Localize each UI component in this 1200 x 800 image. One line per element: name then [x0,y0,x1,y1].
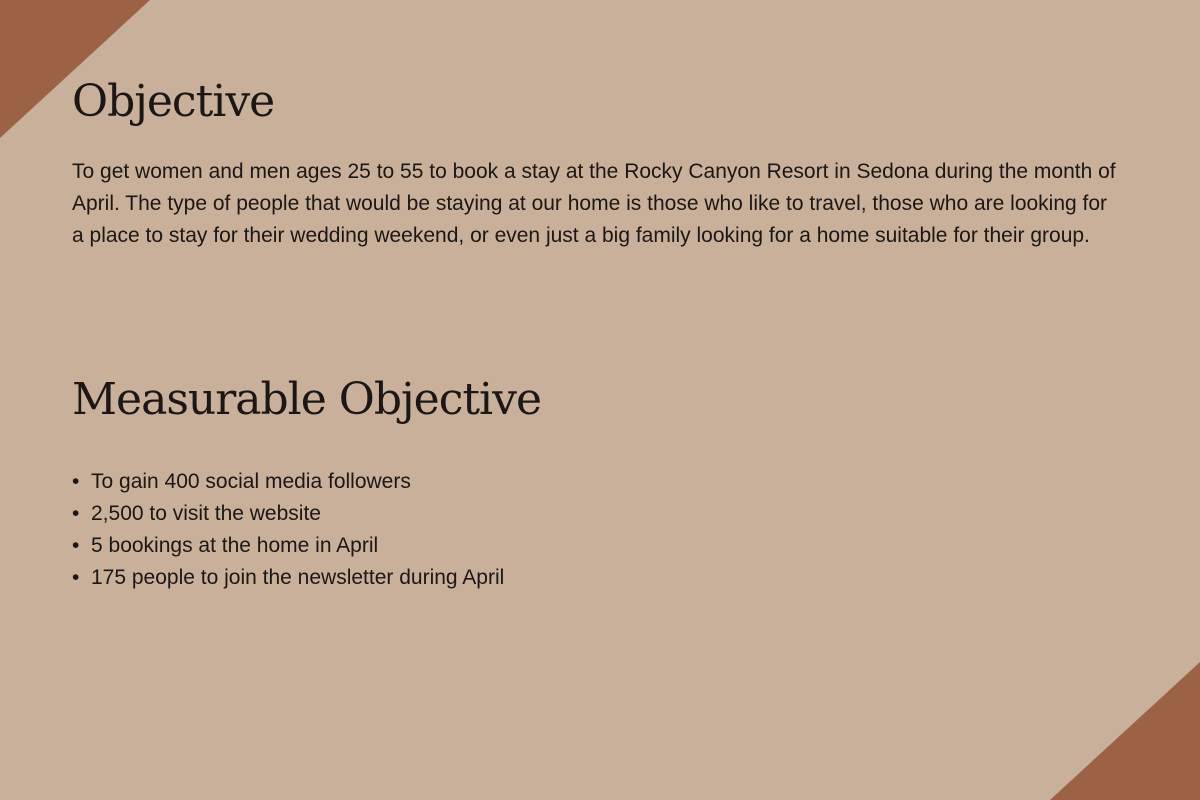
list-item-text: 2,500 to visit the website [91,502,321,525]
bullet-icon: • [72,502,80,525]
bullet-icon: • [72,534,80,557]
measurable-objective-list [72,466,504,594]
list-item [72,562,504,594]
bullet-icon: • [72,470,80,493]
objective-paragraph: To get women and men ages 25 to 55 to book a stay at the Rocky Canyon Resort in Sedona during the month of April. The type of people that would be staying at our home is those who like to travel, those who are looking for a place to stay for their wedding weekend, or even just a big family looking for a home suitable for their group. [72,160,1116,247]
list-item [72,498,504,530]
objective-heading: Objective [72,76,275,127]
list-item-text: To gain 400 social media followers [91,470,411,493]
list-item-text: 175 people to join the newsletter during April [91,566,505,589]
list-item-text: 5 bookings at the home in April [91,534,379,557]
bullet-icon: • [72,566,80,589]
list-item [72,530,504,562]
measurable-objective-heading: Measurable Objective [72,374,541,425]
list-item [72,466,504,498]
bottom-right-corner-triangle [1050,662,1200,800]
